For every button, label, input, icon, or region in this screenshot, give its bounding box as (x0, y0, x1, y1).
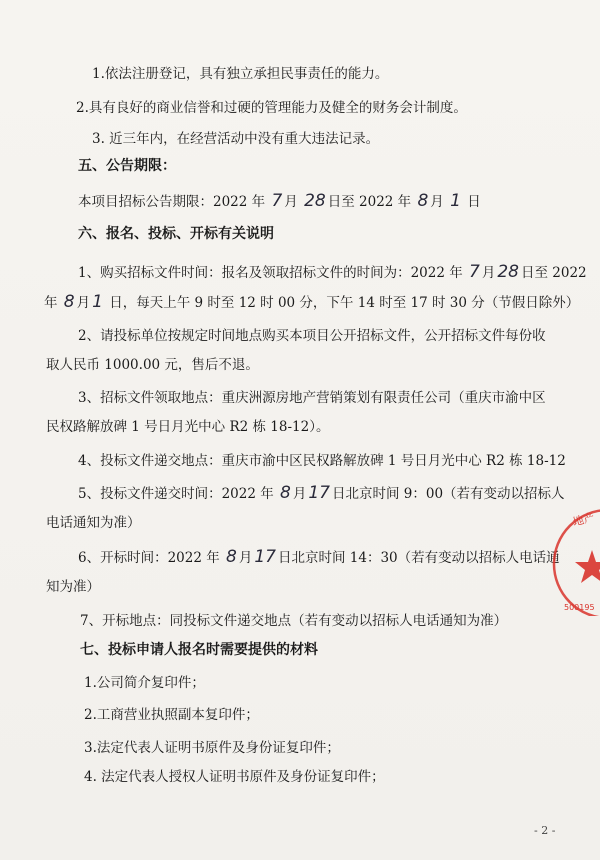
submission-time-line1 (78, 484, 565, 503)
handwritten-month: 8 (63, 292, 75, 312)
handwritten-day: 17 (308, 483, 330, 503)
purchase-time-line1 (78, 263, 587, 282)
material-3: 3.法定代表人证明书原件及身份证复印件； (84, 740, 340, 756)
text-part: 月 (284, 194, 303, 210)
handwritten-month: 7 (271, 191, 283, 211)
requirement-2: 2.具有良好的商业信誉和过硬的管理能力及健全的财务会计制度。 (76, 100, 467, 116)
requirement-1: 1.依法注册登记，具有独立承担民事责任的能力。 (92, 66, 389, 82)
handwritten-month: 8 (417, 191, 429, 211)
text-part: 月 (481, 265, 496, 281)
text-part: 月 (76, 295, 91, 311)
requirement-3: 3. 近三年内，在经营活动中没有重大违法记录。 (92, 131, 380, 147)
text-part: 月 (430, 194, 449, 210)
text-part: 日至 2022 (521, 265, 587, 281)
handwritten-day: 28 (304, 191, 326, 211)
handwritten-day: 1 (450, 191, 461, 211)
text-part: 日，每天上午 9 时至 12 时 00 分，下午 14 时至 17 时 30 分（节假日除外） (104, 295, 580, 311)
pickup-location-line2: 民权路解放碑 1 号日月光中心 R2 栋 18-12）。 (46, 419, 330, 435)
text-part: 日 (462, 194, 481, 210)
text-part: 1、购买招标文件时间：报名及领取招标文件的时间为：2022 年 (78, 265, 468, 281)
handwritten-day: 17 (254, 547, 276, 567)
handwritten-day: 1 (92, 292, 103, 312)
text-part: 年 (44, 295, 62, 311)
section-6-heading: 六、报名、投标、开标有关说明 (78, 226, 274, 242)
section-5-heading: 五、公告期限： (78, 158, 176, 174)
handwritten-month: 8 (226, 547, 237, 567)
text-part: 日北京时间 9：00（若有变动以招标人 (332, 486, 565, 502)
notice-period (78, 192, 481, 211)
opening-time-line2: 知为准） (46, 579, 100, 595)
text-part: 月 (238, 550, 253, 566)
material-4: 4. 法定代表人授权人证明书原件及身份证复印件； (84, 769, 385, 785)
text-part: 日至 2022 年 (327, 194, 416, 210)
text-part: 日北京时间 14：30（若有变动以招标人电话通 (278, 550, 560, 566)
seal-text: 地产 (571, 510, 597, 529)
purchase-rule-line2: 取人民币 1000.00 元，售后不退。 (46, 357, 259, 373)
purchase-rule-line1: 2、请投标单位按规定时间地点购买本项目公开招标文件，公开招标文件每份收 (78, 328, 546, 344)
text-part: 5、投标文件递交时间：2022 年 (78, 486, 279, 502)
text-part: 6、开标时间：2022 年 (78, 550, 225, 566)
text-part: 本项目招标公告期限：2022 年 (78, 194, 270, 210)
handwritten-day: 28 (497, 262, 519, 282)
section-7-heading: 七、投标申请人报名时需要提供的材料 (80, 642, 318, 658)
handwritten-month: 8 (280, 483, 291, 503)
material-2: 2.工商营业执照副本复印件； (84, 707, 259, 723)
submission-time-line2: 电话通知为准） (46, 515, 141, 531)
submission-location: 4、投标文件递交地点：重庆市渝中区民权路解放碑 1 号日月光中心 R2 栋 18-12 (78, 453, 566, 469)
opening-time-line1 (78, 548, 560, 567)
pickup-location-line1: 3、招标文件领取地点：重庆洲源房地产营销策划有限责任公司（重庆市渝中区 (78, 390, 546, 406)
opening-location: 7、开标地点：同投标文件递交地点（若有变动以招标人电话通知为准） (80, 613, 508, 629)
text-part: 月 (292, 486, 307, 502)
purchase-time-line2 (44, 293, 579, 312)
company-seal (534, 506, 600, 616)
page-number: - 2 - (534, 824, 556, 837)
seal-number: 500195 (564, 603, 595, 612)
handwritten-month: 7 (469, 262, 480, 282)
material-1: 1.公司简介复印件； (84, 675, 205, 691)
